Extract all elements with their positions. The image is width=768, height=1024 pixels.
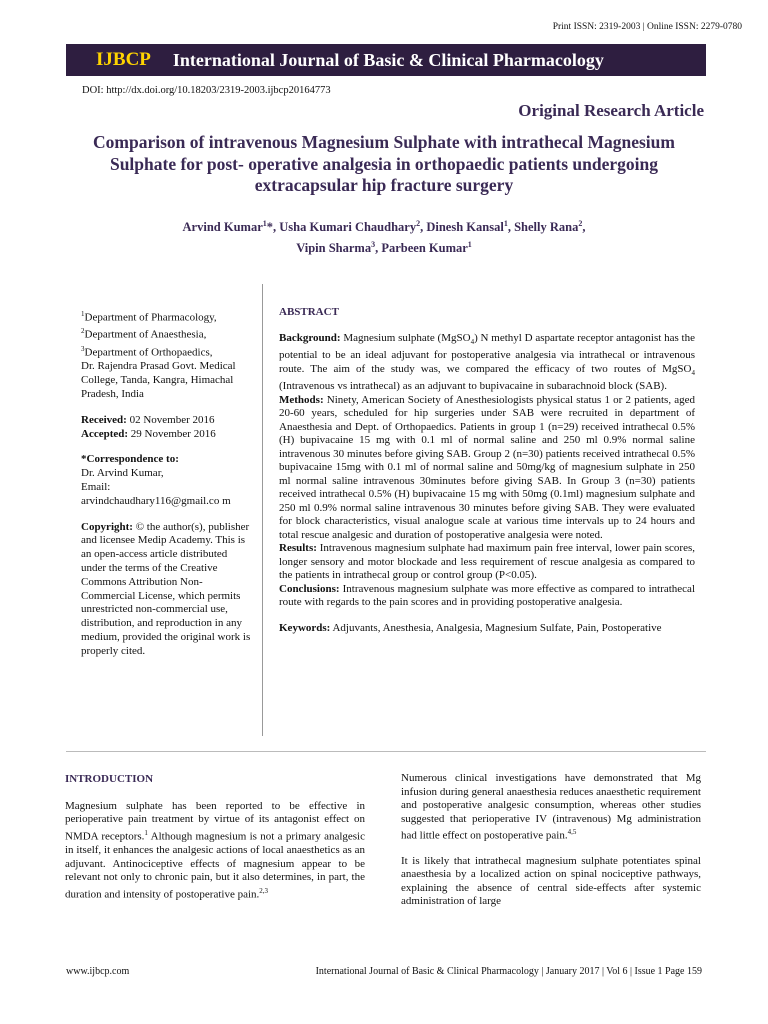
- correspondence-name: Dr. Arvind Kumar,: [81, 467, 164, 480]
- conclusions-label: Conclusions:: [279, 582, 340, 595]
- copyright-text: © the author(s), publisher and licensee Medip Academy. This is an open-access article distributed under the terms of the Creative Commons Attribution Non-Commercial License, which permits unrestricted non-commercial use, distribution, and reproduction in any medium, provided the original work is properly cited.: [81, 520, 251, 657]
- article-type: Original Research Article: [518, 101, 704, 120]
- email-label: Email:: [81, 480, 111, 493]
- doi-line[interactable]: DOI: http://dx.doi.org/10.18203/2319-2003.ijbcp20164773: [82, 85, 331, 96]
- accepted-date: 29 November 2016: [128, 427, 216, 440]
- affiliation-marker: 3: [371, 240, 376, 250]
- affiliations: [81, 308, 253, 402]
- keywords-label: Keywords:: [279, 621, 331, 634]
- issn-line: Print ISSN: 2319-2003 | Online ISSN: 2279-0780: [552, 22, 742, 32]
- affiliation-marker: 1: [262, 219, 267, 228]
- affiliation: Department of Pharmacology,: [84, 311, 217, 324]
- author-name: Dinesh Kansal: [426, 220, 504, 235]
- background-text: (Intravenous vs intrathecal) as an adjuvant to bupivacaine in subarachnoid block (SAB).: [279, 380, 667, 393]
- footer-website[interactable]: www.ijbcp.com: [66, 966, 130, 977]
- body-paragraph: [401, 772, 701, 844]
- paragraph-text: Although magnesium is not a primary analgesic in itself, it enhances the analgesic actions of local anaesthetics as an adjuvant. Antinociceptive effects of magnesium appear to be relevant not only to chronic pain, but it also determines, in part, the duration and intensity of postoperative pain.: [65, 830, 365, 901]
- received-label: Received:: [81, 413, 127, 426]
- copyright-notice: [81, 521, 253, 659]
- abstract-methods: [279, 394, 695, 543]
- author-separator: ,: [375, 241, 382, 256]
- paragraph-text: Magnesium sulphate has been reported to be effective in perioperative pain treatment by virtue of its antagonist effect on NMDA receptors.: [65, 799, 365, 843]
- background-label: Background:: [279, 331, 341, 344]
- section-heading: INTRODUCTION: [65, 773, 154, 785]
- copyright-label: Copyright:: [81, 520, 133, 533]
- author-name: Vipin Sharma: [296, 241, 372, 256]
- horizontal-divider: [66, 751, 706, 752]
- affiliation-marker: 2: [578, 219, 583, 228]
- background-text: ) N methyl D aspartate receptor antagonist has the potential to be an ideal adjuvant for postoperative analgesia via intrathecal or intravenous route. The aim of the study was, we compared the efficacy of two routes of MgSO: [279, 331, 695, 375]
- body-column-left: [65, 773, 365, 913]
- results-label: Results:: [279, 542, 317, 555]
- received-date: 02 November 2016: [126, 413, 215, 426]
- conclusions-text: Intravenous magnesium sulphate was more effective as compared to intrathecal route with regards to the pain scores and in providing postoperative analgesia.: [279, 582, 695, 609]
- author-name: Shelly Rana: [514, 220, 579, 235]
- affiliation-marker: 2: [81, 327, 85, 336]
- author-list: [90, 215, 678, 257]
- abstract-background: [279, 332, 695, 394]
- affiliation-marker: 2: [416, 219, 421, 228]
- keywords-text: Adjuvants, Anesthesia, Analgesia, Magnesium Sulfate, Pain, Postoperative: [330, 621, 662, 634]
- correspondence-email[interactable]: arvindchaudhary116@gmail.co m: [81, 494, 231, 507]
- corresponding-marker: *,: [266, 220, 280, 235]
- journal-banner: [66, 44, 706, 76]
- institution: Dr. Rajendra Prasad Govt. Medical College, Tanda, Kangra, Himachal Pradesh, India: [81, 360, 236, 400]
- affiliation: Department of Anaesthesia,: [84, 329, 207, 342]
- article-info-sidebar: [81, 308, 253, 671]
- citation-ref[interactable]: 1: [144, 828, 148, 837]
- methods-text: Ninety, American Society of Anesthesiologists physical status 1 or 2 patients, aged 20-60 years, scheduled for hip surgeries under SAB were recruited in department of Anaesthesia and Dept. of Orthopaedics. Patients in group 1 (n=29) received intrathecal 0.5% (H) bupivacaine 15 mg with 0.1 ml of normal saline and 250 ml 0.9% normal saline intravenous 30 minutes before giving SAB. Group 2 (n=30) patients received intrathecal 0.5% bupivacaine 15mg with 0.1 ml of normal saline and 50mg/kg of magnesium sulphate in 250 ml normal saline intravenous 30minutes before giving SAB. In Group 3 (n=30) patients received intrathecal 0.5% (H) bupivacaine 15 mg with 50mg (0.1ml) magnesium sulphate and 250 ml 0.9% normal saline intravenous 30 minutes before giving SAB. They were evaluated for block characteristics, visual analogue scale at various time intervals up to 24 hours and total rescue analgesic and duration of postoperative analgesia were noted.: [279, 393, 695, 541]
- background-text: Magnesium sulphate (MgSO: [340, 331, 471, 344]
- correspondence: [81, 453, 253, 508]
- affiliation-marker: 3: [81, 344, 85, 353]
- author-name: Arvind Kumar: [182, 220, 263, 235]
- author-separator: ,: [582, 220, 586, 235]
- author-separator: ,: [507, 220, 515, 235]
- accepted-label: Accepted:: [81, 427, 129, 440]
- journal-name: International Journal of Basic & Clinical Pharmacology: [172, 49, 604, 70]
- author-name: Usha Kumari Chaudhary: [279, 220, 417, 235]
- affiliation: Department of Orthopaedics,: [84, 346, 213, 359]
- paragraph-text: Numerous clinical investigations have demonstrated that Mg infusion during general anaesthesia reduces anaesthetic requirement and postoperative analgesic consumption, whereas other studies suggested that perioperative IV (intravenous) Mg administration had little effect on postoperative pain.: [401, 772, 701, 843]
- abstract-heading: ABSTRACT: [279, 306, 339, 318]
- abstract-section: [279, 306, 695, 635]
- body-paragraph: It is likely that intrathecal magnesium sulphate potentiates spinal anaesthesia by a localized action on spinal nociceptive pathways, explaining the absence of central side-effects after systemic administration of large: [401, 854, 701, 908]
- affiliation-marker: 1: [81, 310, 85, 318]
- citation-ref[interactable]: 2,3: [259, 886, 269, 895]
- vertical-divider: [262, 284, 263, 736]
- subscript: 4: [691, 368, 695, 377]
- footer-citation: International Journal of Basic & Clinical Pharmacology | January 2017 | Vol 6 | Issue 1 Page 159: [315, 966, 702, 977]
- affiliation-marker: 1: [467, 240, 472, 250]
- results-text: Intravenous magnesium sulphate had maximum pain free interval, lower pain scores, longer sensory and motor blockade and less requirement of rescue analgesia as compared to the patients in intrathecal group or control group (P<0.05).: [279, 542, 695, 582]
- abstract-conclusions: [279, 583, 695, 610]
- abstract-results: [279, 542, 695, 583]
- body-paragraph: [65, 800, 365, 902]
- citation-ref[interactable]: 4,5: [567, 828, 577, 837]
- author-name: Parbeen Kumar: [381, 241, 468, 256]
- subscript: 4: [470, 337, 475, 346]
- body-column-right: [401, 772, 701, 920]
- dates: [81, 414, 253, 442]
- journal-abbreviation: IJBCP: [96, 49, 151, 70]
- article-title: Comparison of intravenous Magnesium Sulphate with intrathecal Magnesium Sulphate for post- operative analgesia in orthopaedic patients undergoing extracapsular hip fracture surgery: [93, 132, 675, 195]
- keywords: [279, 622, 695, 636]
- methods-label: Methods:: [279, 393, 324, 406]
- correspondence-label: *Correspondence to:: [81, 453, 179, 466]
- author-separator: ,: [420, 220, 427, 235]
- affiliation-marker: 1: [503, 219, 508, 228]
